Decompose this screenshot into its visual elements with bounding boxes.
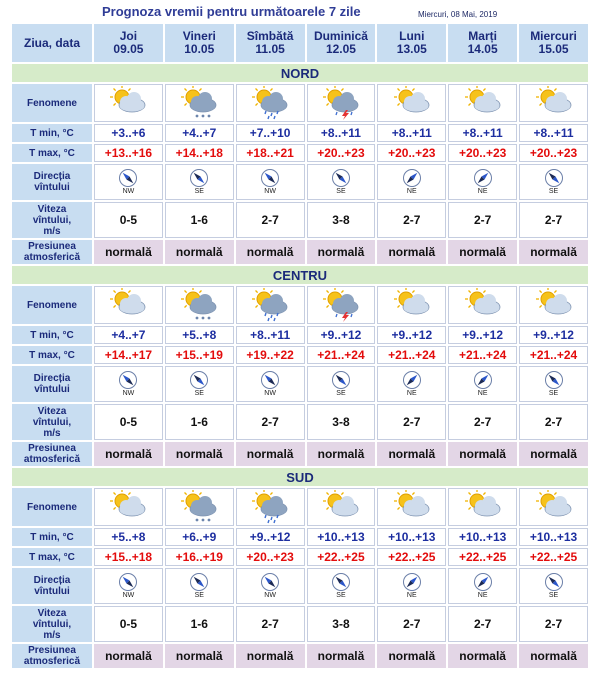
pressure-value: normală [377,442,446,466]
row-label-wind-speed-line: m/s [43,225,61,237]
wind-speed-value: 1-6 [165,404,234,440]
pressure-value: normală [448,644,517,668]
compass-arrow-icon [473,572,493,592]
row-label-wind-speed-line: Viteza [37,607,67,619]
tmax-value: +21..+24 [377,346,446,364]
row-label-fenomene-line: Fenomene [26,299,77,311]
wind-direction-value: SE [548,188,559,195]
wind-direction-cell [94,568,163,604]
day-name: Joi [119,29,138,43]
row-label-pressure [12,240,92,264]
wind-direction-cell [448,366,517,402]
row-label-wind-speed [12,202,92,238]
wind-direction-cell [307,164,376,200]
wind-direction-cell [519,164,588,200]
row-label-wind-direction [12,366,92,402]
day-name: Marți [468,29,497,43]
weather-cell [236,84,305,122]
tmax-value: +20..+23 [377,144,446,162]
row-label-tmax-line: T max, °C [29,349,75,361]
pressure-value: normală [236,240,305,264]
tmin-value: +10..+13 [448,528,517,546]
forecast-table [10,22,590,670]
sun-cloud-icon [449,288,516,322]
pressure-value: normală [519,442,588,466]
compass-arrow-icon [260,168,280,188]
sun-cloud-icon [95,86,162,120]
wind-direction-value: NW [122,592,135,599]
tmax-value: +14..+17 [94,346,163,364]
pressure-value: normală [448,240,517,264]
wind-speed-value: 0-5 [94,606,163,642]
tmin-value: +10..+13 [307,528,376,546]
day-date: 14.05 [467,42,498,56]
tmin-value: +8..+11 [307,124,376,142]
sun-cloud-snow-icon [166,288,233,322]
sun-cloud-icon [308,490,375,524]
weather-cell [236,286,305,324]
pressure-value: normală [307,442,376,466]
pressure-value: normală [165,442,234,466]
day-header [94,24,163,62]
wind-direction-cell [448,568,517,604]
tmin-value: +3..+6 [94,124,163,142]
row-label-pressure-line: Presiunea [28,645,76,656]
compass-arrow-icon [331,370,351,390]
row-label-wind-speed-line: vîntului, [32,214,72,226]
row-label-wind-speed-line: vîntului, [32,618,72,630]
weather-cell [94,286,163,324]
compass-arrow-icon [331,572,351,592]
sun-cloud-thunder-icon [308,288,375,322]
tmax-value: +18..+21 [236,144,305,162]
tmin-value: +4..+7 [94,326,163,344]
tmin-value: +8..+11 [448,124,517,142]
weather-cell [448,488,517,526]
wind-direction-value: NW [122,390,135,397]
tmin-value: +8..+11 [377,124,446,142]
wind-direction-value: NE [477,592,488,599]
wind-direction-cell [448,164,517,200]
pressure-value: normală [236,442,305,466]
row-label-fenomene-line: Fenomene [26,501,77,513]
pressure-value: normală [377,644,446,668]
row-label-pressure [12,644,92,668]
tmin-value: +5..+8 [94,528,163,546]
tmax-value: +15..+19 [165,346,234,364]
weather-cell [448,286,517,324]
weather-cell [94,84,163,122]
sun-cloud-thunder-icon [308,86,375,120]
tmin-value: +9..+12 [236,528,305,546]
wind-direction-value: SE [194,188,204,195]
tmax-value: +22..+25 [377,548,446,566]
tmin-value: +8..+11 [519,124,588,142]
compass-arrow-icon [260,370,280,390]
weather-cell [165,286,234,324]
row-label-pressure-line: atmosferică [23,656,81,667]
row-label-pressure [12,442,92,466]
row-label-tmax-line: T max, °C [29,551,75,563]
sun-cloud-icon [520,86,587,120]
tmax-value: +15..+18 [94,548,163,566]
weather-cell [165,84,234,122]
compass-arrow-icon [402,572,422,592]
compass-arrow-icon [402,370,422,390]
day-name: Luni [399,29,425,43]
tmax-value: +21..+24 [519,346,588,364]
wind-direction-value: SE [548,592,559,599]
wind-speed-value: 2-7 [236,202,305,238]
day-header [307,24,376,62]
row-label-wind-speed [12,606,92,642]
row-label-tmax [12,144,92,162]
day-header [377,24,446,62]
section-title: SUD [12,468,588,486]
weather-cell [377,84,446,122]
wind-direction-cell [165,568,234,604]
tmin-value: +7..+10 [236,124,305,142]
wind-direction-cell [307,568,376,604]
pressure-value: normală [519,644,588,668]
tmax-value: +20..+23 [236,548,305,566]
compass-arrow-icon [189,370,209,390]
sun-cloud-icon [520,490,587,524]
wind-direction-value: NE [406,390,417,397]
wind-direction-value: NW [264,390,276,397]
wind-direction-cell [236,366,305,402]
compass-arrow-icon [189,572,209,592]
sun-cloud-icon [95,490,162,524]
row-label-wind-direction-line: Direcția [33,171,71,182]
row-label-wind-direction-line: Direcția [33,575,71,586]
section-title: CENTRU [12,266,588,284]
day-date: 09.05 [113,42,144,56]
compass-arrow-icon [473,168,493,188]
wind-speed-value: 3-8 [307,202,376,238]
row-label-tmax [12,346,92,364]
wind-direction-value: SE [194,390,204,397]
row-label-wind-direction-line: vîntului [34,586,70,597]
row-label-tmax [12,548,92,566]
pressure-value: normală [307,240,376,264]
row-label-wind-direction-line: vîntului [34,182,70,193]
wind-direction-cell [236,164,305,200]
pressure-value: normală [94,644,163,668]
row-label-pressure-line: Presiunea [28,241,76,252]
row-label-pressure-line: atmosferică [23,454,81,465]
wind-direction-value: SE [336,188,346,195]
row-label-wind-speed-line: Viteza [37,405,67,417]
compass-arrow-icon [544,572,564,592]
weather-cell [307,84,376,122]
row-label-wind-direction-line: vîntului [34,384,70,395]
wind-speed-value: 1-6 [165,202,234,238]
pressure-value: normală [94,442,163,466]
compass-arrow-icon [331,168,351,188]
wind-direction-value: SE [194,592,204,599]
wind-speed-value: 0-5 [94,202,163,238]
wind-speed-value: 2-7 [519,404,588,440]
row-label-wind-direction [12,568,92,604]
compass-arrow-icon [260,572,280,592]
row-label-tmin [12,528,92,546]
weather-cell [94,488,163,526]
weather-cell [519,286,588,324]
tmax-value: +22..+25 [519,548,588,566]
pressure-value: normală [94,240,163,264]
tmax-value: +22..+25 [448,548,517,566]
tmin-value: +9..+12 [448,326,517,344]
compass-arrow-icon [544,168,564,188]
compass-arrow-icon [118,168,138,188]
wind-speed-value: 3-8 [307,404,376,440]
pressure-value: normală [519,240,588,264]
row-label-wind-direction-line: Direcția [33,373,71,384]
row-label-wind-speed-line: Viteza [37,203,67,215]
tmax-value: +20..+23 [307,144,376,162]
sun-cloud-rain-icon [237,288,304,322]
tmin-value: +6..+9 [165,528,234,546]
wind-direction-value: NW [264,592,276,599]
row-label-tmin-line: T min, °C [30,531,74,543]
weather-cell [377,286,446,324]
tmin-value: +9..+12 [377,326,446,344]
page-header [0,0,600,22]
wind-speed-value: 2-7 [448,202,517,238]
wind-speed-value: 2-7 [377,606,446,642]
day-date: 13.05 [396,42,427,56]
tmin-value: +5..+8 [165,326,234,344]
sun-cloud-icon [449,490,516,524]
tmax-value: +14..+18 [165,144,234,162]
tmax-value: +22..+25 [307,548,376,566]
sun-cloud-icon [378,86,445,120]
issue-date: Miercuri, 08 Mai, 2019 [418,10,498,19]
day-header [236,24,305,62]
weather-cell [448,84,517,122]
day-name: Duminică [313,29,368,43]
tmax-value: +21..+24 [448,346,517,364]
day-date: 12.05 [325,42,356,56]
wind-direction-value: NE [477,390,488,397]
wind-speed-value: 2-7 [448,606,517,642]
tmax-value: +13..+16 [94,144,163,162]
sun-cloud-snow-icon [166,86,233,120]
day-name: Miercuri [530,29,577,43]
wind-speed-value: 2-7 [519,606,588,642]
day-name: Vineri [182,29,216,43]
row-label-wind-speed-line: vîntului, [32,416,72,428]
tmax-value: +20..+23 [448,144,517,162]
wind-speed-value: 2-7 [377,202,446,238]
sun-cloud-rain-icon [237,490,304,524]
row-label-wind-direction [12,164,92,200]
weather-cell [307,488,376,526]
compass-arrow-icon [189,168,209,188]
wind-speed-value: 2-7 [236,606,305,642]
row-label-tmin [12,326,92,344]
wind-speed-value: 2-7 [236,404,305,440]
wind-direction-cell [377,568,446,604]
wind-direction-value: SE [548,390,559,397]
wind-speed-value: 2-7 [377,404,446,440]
sun-cloud-snow-icon [166,490,233,524]
pressure-value: normală [377,240,446,264]
wind-speed-value: 2-7 [519,202,588,238]
pressure-value: normală [448,442,517,466]
tmax-value: +20..+23 [519,144,588,162]
day-date: 11.05 [255,42,285,56]
weather-cell [236,488,305,526]
sun-cloud-rain-icon [237,86,304,120]
wind-speed-value: 1-6 [165,606,234,642]
wind-direction-cell [236,568,305,604]
section-title: NORD [12,64,588,82]
corner-label: Ziua, data [12,24,92,62]
day-date: 10.05 [184,42,215,56]
day-header [519,24,588,62]
sun-cloud-icon [95,288,162,322]
wind-direction-value: NE [477,188,488,195]
row-label-fenomene [12,488,92,526]
weather-cell [519,488,588,526]
row-label-fenomene [12,84,92,122]
row-label-wind-speed-line: m/s [43,427,61,439]
wind-direction-cell [377,164,446,200]
row-label-tmin-line: T min, °C [30,127,74,139]
row-label-tmax-line: T max, °C [29,147,75,159]
wind-direction-value: SE [336,592,346,599]
weather-cell [377,488,446,526]
pressure-value: normală [165,240,234,264]
day-date: 15.05 [538,42,569,56]
tmax-value: +21..+24 [307,346,376,364]
wind-direction-value: NE [406,592,417,599]
sun-cloud-icon [378,288,445,322]
pressure-value: normală [165,644,234,668]
tmin-value: +9..+12 [307,326,376,344]
weather-cell [307,286,376,324]
tmax-value: +19..+22 [236,346,305,364]
wind-direction-value: NE [406,188,417,195]
compass-arrow-icon [402,168,422,188]
pressure-value: normală [236,644,305,668]
wind-direction-value: NW [122,188,135,195]
wind-direction-cell [94,164,163,200]
wind-speed-value: 3-8 [307,606,376,642]
row-label-wind-speed-line: m/s [43,629,61,641]
row-label-fenomene-line: Fenomene [26,97,77,109]
tmax-value: +16..+19 [165,548,234,566]
weather-cell [165,488,234,526]
row-label-tmin-line: T min, °C [30,329,74,341]
row-label-tmin [12,124,92,142]
pressure-value: normală [307,644,376,668]
wind-direction-cell [519,366,588,402]
row-label-pressure-line: atmosferică [23,252,81,263]
wind-direction-cell [165,366,234,402]
wind-direction-cell [94,366,163,402]
day-header [165,24,234,62]
wind-speed-value: 0-5 [94,404,163,440]
sun-cloud-icon [449,86,516,120]
wind-direction-cell [377,366,446,402]
compass-arrow-icon [118,370,138,390]
wind-direction-value: NW [264,188,276,195]
sun-cloud-icon [378,490,445,524]
wind-direction-value: SE [336,390,346,397]
tmin-value: +9..+12 [519,326,588,344]
weather-cell [519,84,588,122]
wind-speed-value: 2-7 [448,404,517,440]
wind-direction-cell [307,366,376,402]
day-header [448,24,517,62]
tmin-value: +10..+13 [519,528,588,546]
row-label-pressure-line: Presiunea [28,443,76,454]
wind-direction-cell [519,568,588,604]
tmin-value: +10..+13 [377,528,446,546]
row-label-wind-speed [12,404,92,440]
day-name: Sîmbătă [246,29,294,43]
row-label-fenomene [12,286,92,324]
tmin-value: +4..+7 [165,124,234,142]
compass-arrow-icon [473,370,493,390]
wind-direction-cell [165,164,234,200]
page-title: Prognoza vremii pentru următoarele 7 zile [102,4,361,19]
compass-arrow-icon [118,572,138,592]
compass-arrow-icon [544,370,564,390]
sun-cloud-icon [520,288,587,322]
tmin-value: +8..+11 [236,326,305,344]
